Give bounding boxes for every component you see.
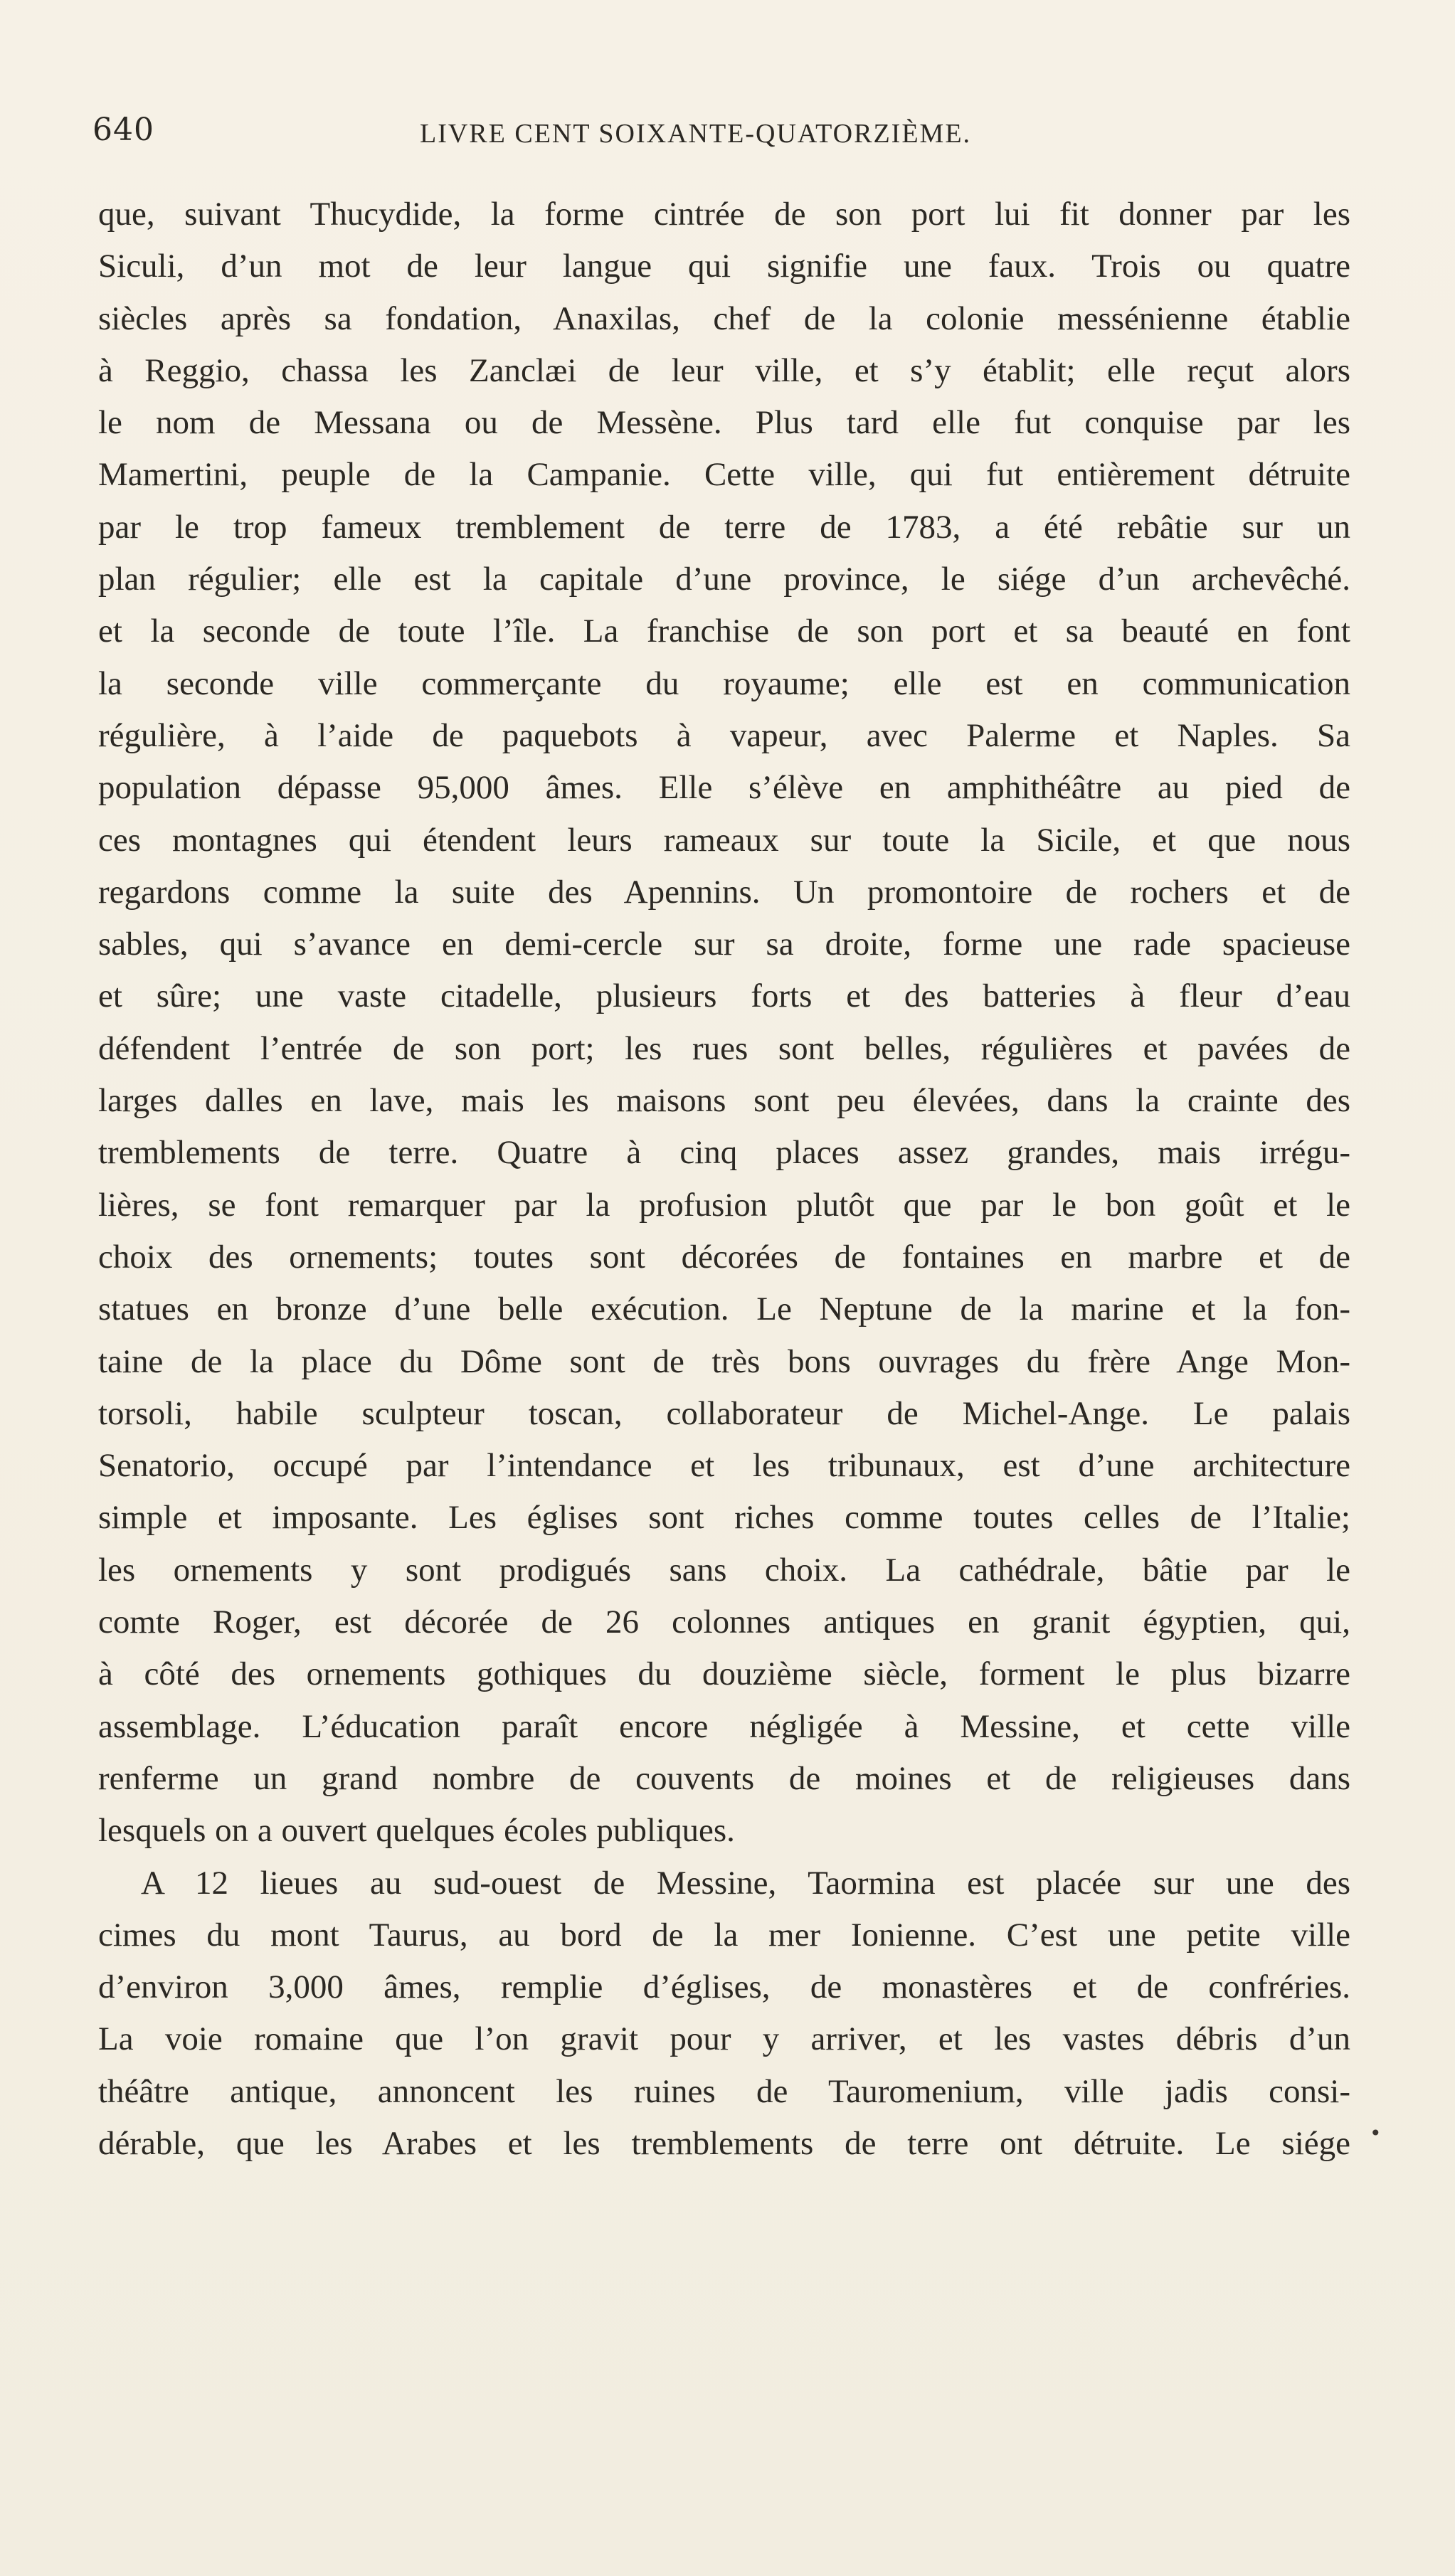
text-line: tremblements de terre. Quatre à cinq places assez grandes, mais irrégu- [98, 1134, 1350, 1172]
text-line: lières, se font remarquer par la profusion plutôt que par le bon goût et le [98, 1186, 1350, 1224]
text-line: A 12 lieues au sud-ouest de Messine, Taormina est placée sur une des [141, 1864, 1350, 1902]
text-line: sables, qui s’avance en demi-cercle sur sa droite, forme une rade spacieuse [98, 926, 1350, 963]
text-line: Senatorio, occupé par l’intendance et les tribunaux, est d’une architecture [98, 1447, 1350, 1485]
text-line: choix des ornements; toutes sont décorées de fontaines en marbre et de [98, 1238, 1350, 1276]
text-line: assemblage. L’éducation paraît encore négligée à Messine, et cette ville [98, 1707, 1350, 1745]
running-title: LIVRE CENT SOIXANTE-QUATORZIÈME. [420, 119, 972, 149]
text-line: à Reggio, chassa les Zanclæi de leur ville, et s’y établit; elle reçut alors [98, 351, 1350, 389]
text-line: le nom de Messana ou de Messène. Plus tard elle fut conquise par les [98, 404, 1350, 442]
text-line: larges dalles en lave, mais les maisons sont peu élevées, dans la crainte des [98, 1082, 1350, 1120]
text-line: la seconde ville commerçante du royaume; elle est en communication [98, 664, 1350, 702]
text-line: par le trop fameux tremblement de terre de 1783, a été rebâtie sur un [98, 508, 1350, 546]
text-line: ces montagnes qui étendent leurs rameaux sur toute la Sicile, et que nous [98, 821, 1350, 859]
page-number: 640 [92, 112, 154, 148]
text-line: regardons comme la suite des Apennins. Un promontoire de rochers et de [98, 873, 1350, 911]
text-line: population dépasse 95,000 âmes. Elle s’élève en amphithéâtre au pied de [98, 769, 1350, 807]
text-line: à côté des ornements gothiques du douzième siècle, forment le plus bizarre [98, 1655, 1350, 1693]
text-line: cimes du mont Taurus, au bord de la mer Ionienne. C’est une petite ville [98, 1916, 1350, 1954]
text-line: et sûre; une vaste citadelle, plusieurs forts et des batteries à fleur d’eau [98, 977, 1350, 1015]
text-line: défendent l’entrée de son port; les rues sont belles, régulières et pavées de [98, 1029, 1350, 1067]
text-line: renferme un grand nombre de couvents de moines et de religieuses dans [98, 1759, 1350, 1797]
text-line: La voie romaine que l’on gravit pour y arriver, et les vastes débris d’un [98, 2020, 1350, 2058]
text-line: plan régulier; elle est la capitale d’une province, le siége d’un archevêché. [98, 561, 1350, 598]
text-line: et la seconde de toute l’île. La franchise de son port et sa beauté en font [98, 613, 1350, 650]
text-line: simple et imposante. Les églises sont riches comme toutes celles de l’Italie; [98, 1499, 1350, 1537]
text-line: théâtre antique, annoncent les ruines de Tauromenium, ville jadis consi- [98, 2072, 1350, 2110]
text-line: lesquels on a ouvert quelques écoles publiques. [98, 1812, 735, 1850]
text-line: taine de la place du Dôme sont de très bons ouvrages du frère Ange Mon- [98, 1342, 1350, 1380]
text-line: les ornements y sont prodigués sans choix. La cathédrale, bâtie par le [98, 1551, 1350, 1589]
text-line: comte Roger, est décorée de 26 colonnes antiques en granit égyptien, qui, [98, 1604, 1350, 1641]
text-line: siècles après sa fondation, Anaxilas, chef de la colonie messénienne établie [98, 300, 1350, 337]
text-line: torsoli, habile sculpteur toscan, collaborateur de Michel-Ange. Le palais [98, 1394, 1350, 1432]
text-line: dérable, que les Arabes et les tremblements de terre ont détruite. Le siége [98, 2124, 1350, 2162]
text-line: d’environ 3,000 âmes, remplie d’églises, de monastères et de confréries. [98, 1968, 1350, 2006]
body-text [98, 189, 1350, 2170]
text-line: Mamertini, peuple de la Campanie. Cette ville, qui fut entièrement détruite [98, 456, 1350, 494]
text-line: statues en bronze d’une belle exécution. Le Neptune de la marine et la fon- [98, 1290, 1350, 1328]
margin-mark: • [1370, 2121, 1382, 2145]
page-header [92, 112, 1345, 162]
text-line: Siculi, d’un mot de leur langue qui signifie une faux. Trois ou quatre [98, 248, 1350, 285]
text-line: que, suivant Thucydide, la forme cintrée de son port lui fit donner par les [98, 196, 1350, 233]
text-line: régulière, à l’aide de paquebots à vapeur, avec Palerme et Naples. Sa [98, 716, 1350, 754]
